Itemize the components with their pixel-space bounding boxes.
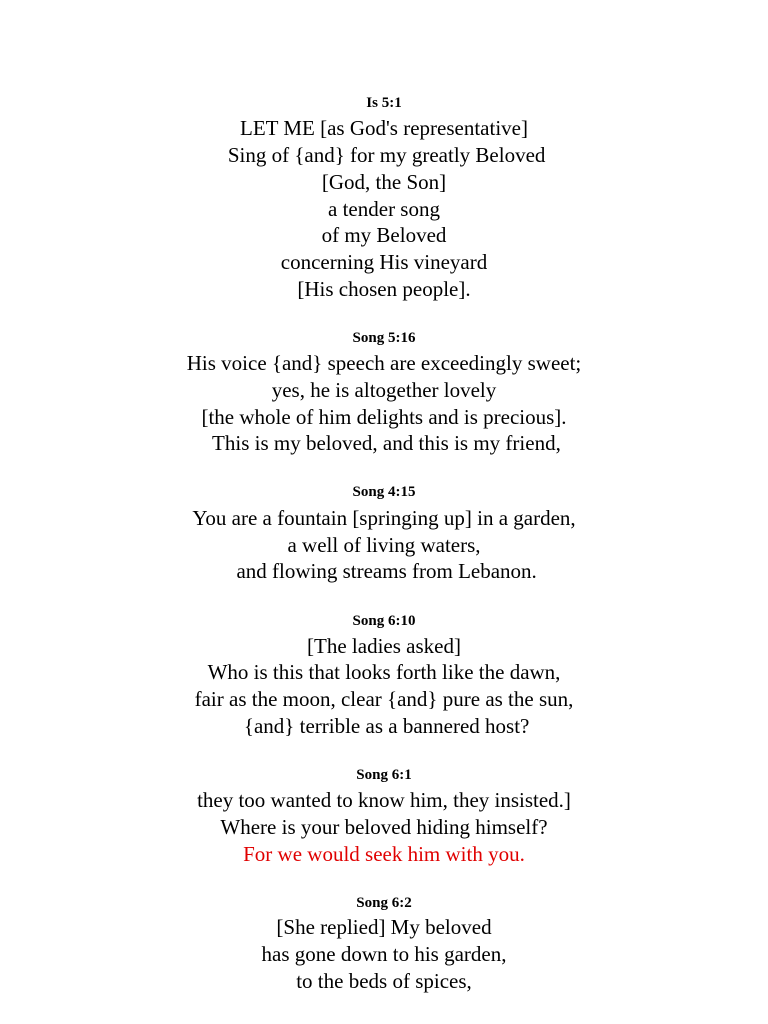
verse-line: Sing of {and} for my greatly Beloved xyxy=(222,143,546,167)
verse-reference: Song 6:10 xyxy=(352,613,416,629)
verse-reference: Song 4:15 xyxy=(352,484,416,500)
verse-reference: Is 5:1 xyxy=(366,95,402,111)
verse-line: [The ladies asked] xyxy=(307,634,461,658)
verse-reference: Song 6:2 xyxy=(356,895,412,911)
verse-reference: Song 5:16 xyxy=(352,330,416,346)
verse-line: fair as the moon, clear {and} pure as the sun, xyxy=(194,687,574,711)
verse-reference: Song 6:1 xyxy=(356,767,412,783)
verse-line: [God, the Son] xyxy=(321,170,447,194)
verse-line: LET ME [as God's representative] xyxy=(240,116,528,140)
verse-line: Who is this that looks forth like the dawn, xyxy=(207,660,561,684)
verse-line: [His chosen people]. xyxy=(297,277,471,301)
verse-line: {and} terrible as a bannered host? xyxy=(238,714,530,738)
verse-line: has gone down to his garden, xyxy=(261,942,507,966)
verse-line: yes, he is altogether lovely xyxy=(271,378,497,402)
verse-line: Where is your beloved hiding himself? xyxy=(220,815,548,839)
verse-line: of my Beloved xyxy=(321,223,447,247)
verse-line: a well of living waters, xyxy=(287,533,481,557)
verse-line: and flowing streams from Lebanon. xyxy=(231,559,537,583)
verse-line: concerning His vineyard xyxy=(280,250,488,274)
verse-line: This is my beloved, and this is my friend, xyxy=(207,431,561,455)
verse-line: His voice {and} speech are exceedingly sweet; xyxy=(186,351,582,375)
verse-line: to the beds of spices, xyxy=(296,969,472,993)
highlighted-verse-line: For we would seek him with you. xyxy=(243,842,525,866)
verse-line: a tender song xyxy=(328,197,440,221)
verse-line: they too wanted to know him, they insisted.] xyxy=(197,788,571,812)
verse-line: [the whole of him delights and is precious]. xyxy=(201,405,567,429)
verse-line: [She replied] My beloved xyxy=(276,915,492,939)
verse-line: You are a fountain [springing up] in a garden, xyxy=(192,506,576,530)
